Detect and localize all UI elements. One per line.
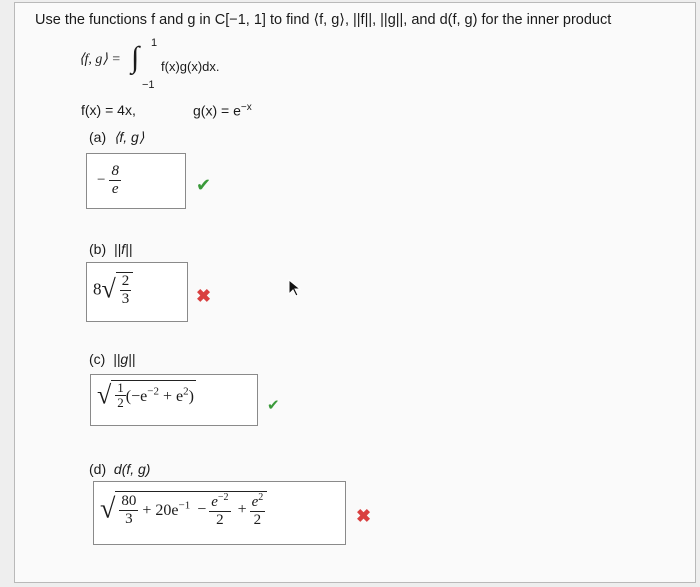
answer-b-box[interactable]: 8√ $\frac{2}{3}$ bbox=[86, 262, 188, 322]
inner-product-lhs: ⟨f, g⟩ = bbox=[79, 52, 121, 67]
part-b-label: (b) ||f|| bbox=[89, 241, 133, 257]
mouse-cursor-icon bbox=[288, 279, 302, 297]
question-text: Use the functions f and g in C[−1, 1] to find ⟨f, g⟩, ||f||, ||g||, and d(f, g) for the inner product bbox=[35, 12, 612, 28]
answer-d-box[interactable]: √ $\frac{80}{3}$ + $20e^{-1}$ − $\frac{e^{-2}}{2}$ + $\frac{e^2}{2}$ bbox=[93, 481, 346, 545]
answer-a-box[interactable]: − $\frac{8}{e}$ bbox=[86, 153, 186, 209]
part-d-label: (d) d(f, g) bbox=[89, 461, 151, 477]
integral-lower-limit: −1 bbox=[142, 79, 155, 91]
cross-icon: ✖ bbox=[356, 506, 372, 526]
part-a-label: (a) ⟨f, g⟩ bbox=[89, 129, 145, 145]
question-panel bbox=[14, 2, 696, 583]
answer-c-box[interactable]: √ $\frac{1}{2}$ $(-e^{-2} + e^2)$ bbox=[90, 374, 258, 426]
inner-product-definition bbox=[79, 51, 121, 68]
integral-sign: ∫ bbox=[131, 41, 140, 74]
checkmark-icon: ✔ bbox=[196, 175, 212, 195]
function-f: f(x) = 4x, bbox=[81, 102, 136, 118]
integrand: f(x)g(x)dx. bbox=[161, 59, 220, 74]
checkmark-icon: ✔ bbox=[267, 397, 280, 414]
part-c-label: (c) ||g|| bbox=[89, 351, 136, 367]
function-g: $g(x) = e^{-x}$ bbox=[193, 102, 252, 119]
integral-upper-limit: 1 bbox=[151, 37, 158, 49]
cross-icon: ✖ bbox=[196, 286, 212, 306]
